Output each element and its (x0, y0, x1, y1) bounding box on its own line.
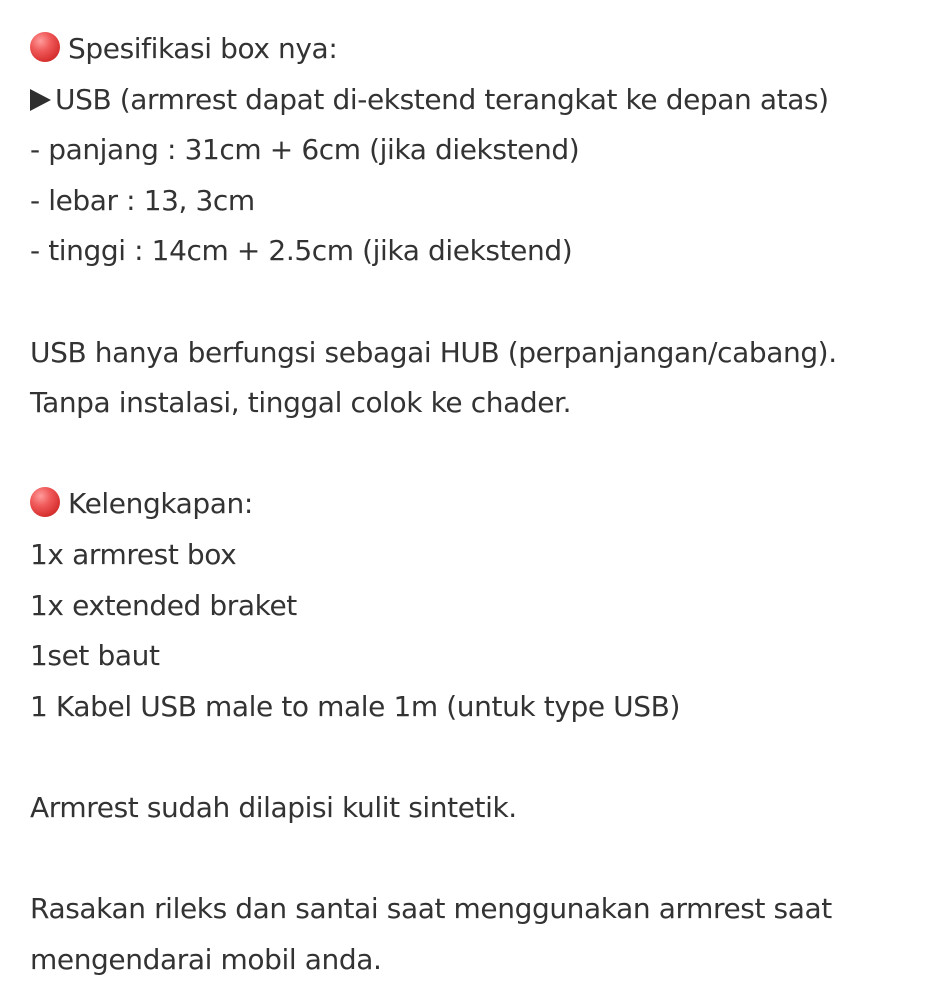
closing-line-1: Rasakan rileks dan santai saat menggunakan armrest saat (30, 892, 832, 926)
red-circle-icon (30, 487, 60, 517)
spec-panjang: - panjang : 31cm + 6cm (jika diekstend) (30, 133, 580, 167)
usb-note-line-1: USB hanya berfungsi sebagai HUB (perpanjangan/cabang). (30, 335, 837, 369)
spacer (30, 732, 935, 783)
spacer (30, 277, 935, 328)
spec-heading: Spesifikasi box nya: (68, 32, 338, 65)
list-item: 1 Kabel USB male to male 1m (untuk type USB) (30, 689, 680, 723)
material-note: Armrest sudah dilapisi kulit sintetik. (30, 790, 517, 824)
list-item: 1x extended braket (30, 588, 297, 622)
list-item: 1x armrest box (30, 537, 237, 571)
list-item: 1set baut (30, 639, 160, 673)
kelengkapan-heading-line (30, 479, 935, 530)
spec-lebar: - lebar : 13, 3cm (30, 183, 255, 217)
spacer (30, 429, 935, 480)
closing-line-2: mengendarai mobil anda. (30, 942, 382, 976)
triangle-right-icon (30, 89, 51, 111)
spec-usb-line (30, 75, 935, 126)
red-circle-icon (30, 32, 60, 62)
spec-usb-text: USB (armrest dapat di-ekstend terangkat ke depan atas) (55, 82, 829, 116)
kelengkapan-heading: Kelengkapan: (68, 487, 253, 521)
spec-heading-line (30, 24, 935, 75)
usb-note-line-2: Tanpa instalasi, tinggal colok ke chader. (30, 386, 572, 420)
spec-tinggi: - tinggi : 14cm + 2.5cm (jika diekstend) (30, 234, 573, 268)
spacer (30, 834, 935, 885)
